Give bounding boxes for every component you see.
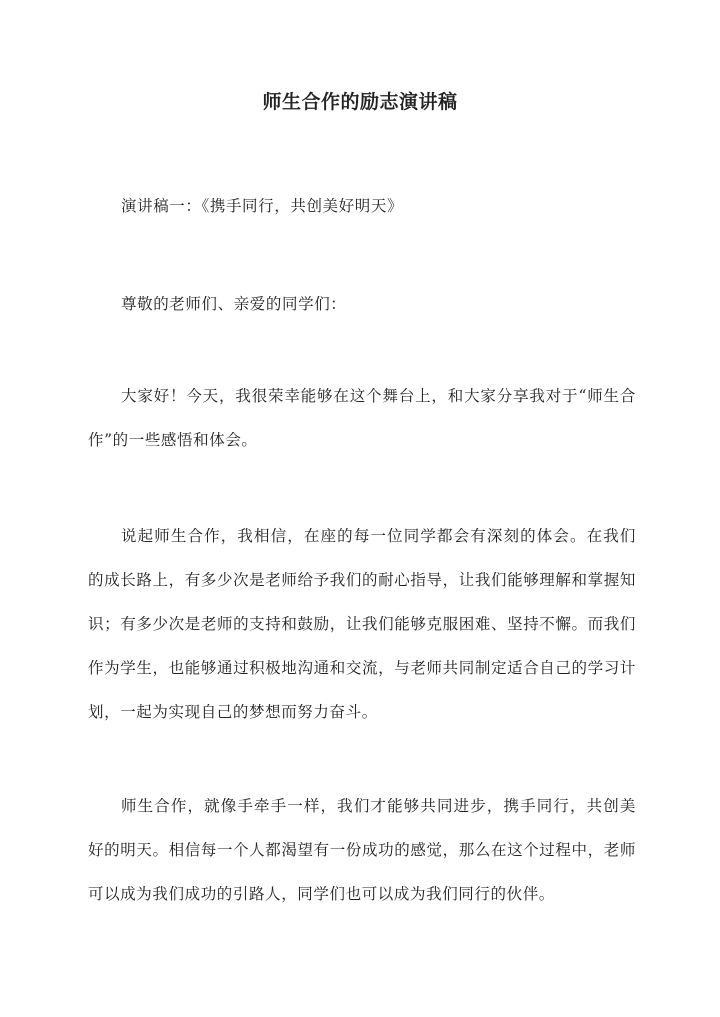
body-paragraph: 师生合作，就像手牵手一样，我们才能够共同进步，携手同行，共创美好的明天。相信每一个人都渴望有一份成功的感觉，那么在这个过程中，老师可以成为我们成功的引路人，同学们也可以成为我们同行的伙伴。 [88,797,636,903]
speech-subtitle: 演讲稿一：《携手同行，共创美好明天》 [121,197,404,215]
document-title: 师生合作的励志演讲稿 [262,91,458,113]
body-paragraph: 说起师生合作，我相信，在座的每一位同学都会有深刻的体会。在我们的成长路上，有多少次是老师给予我们的耐心指导，让我们能够理解和掌握知识；有多少次是老师的支持和鼓励，让我们能够克服困难、坚持不懈。而我们作为学生，也能够通过积极地沟通和交流，与老师共同制定适合自己的学习计划，一起为实现自己的梦想而努力奋斗。 [88,527,636,721]
body-paragraph: 大家好！今天，我很荣幸能够在这个舞台上，和大家分享我对于“师生合作”的一些感悟和体会。 [88,387,636,449]
salutation: 尊敬的老师们、亲爱的同学们： [121,295,347,313]
